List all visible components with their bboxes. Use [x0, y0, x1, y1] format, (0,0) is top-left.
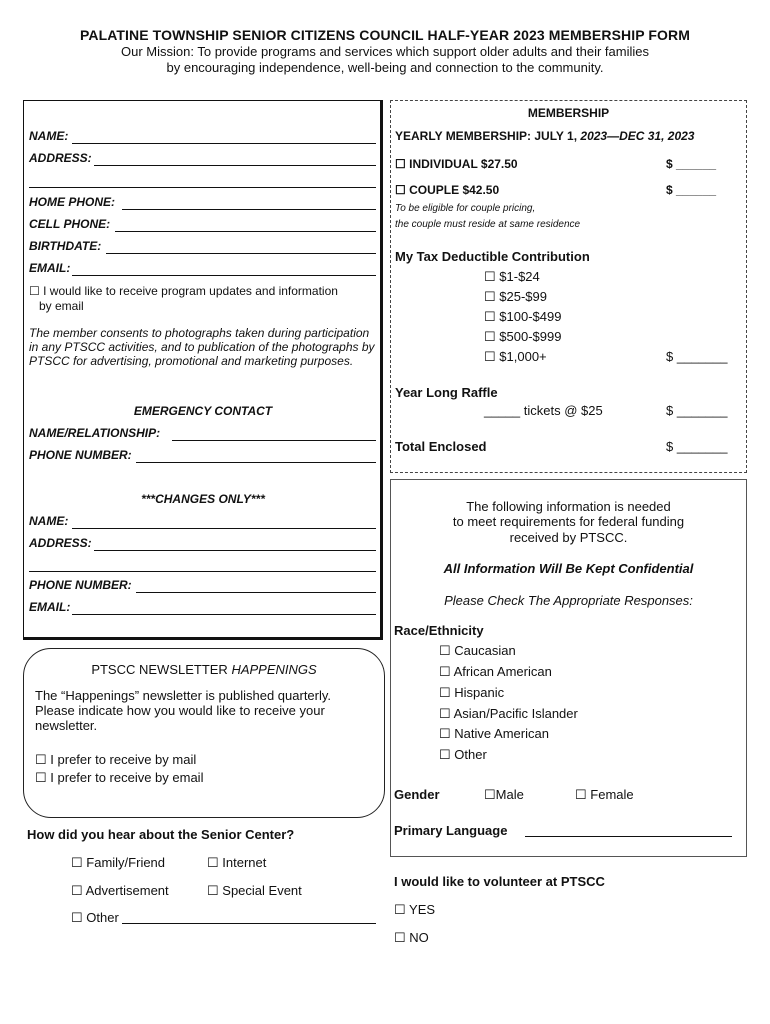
- volunteer-yes-label: YES: [409, 902, 436, 917]
- hear-special-event-label: Special Event: [222, 883, 302, 898]
- emergency-phone-label: PHONE NUMBER:: [29, 448, 132, 462]
- checkbox-icon[interactable]: ☐: [71, 910, 83, 925]
- address-field-line-2[interactable]: [29, 187, 376, 188]
- checkbox-icon[interactable]: ☐: [71, 883, 83, 898]
- contribution-label: $500-$999: [499, 329, 562, 344]
- individual-amount[interactable]: $ ______: [666, 157, 717, 171]
- hear-advertisement-label: Advertisement: [85, 883, 169, 898]
- checkbox-icon[interactable]: ☐: [207, 883, 219, 898]
- contribution-amount[interactable]: $ _______: [666, 349, 728, 364]
- couple-note-1: To be eligible for couple pricing,: [395, 203, 536, 214]
- race-option-1[interactable]: [439, 643, 516, 659]
- contribution-label: $1-$24: [499, 269, 540, 284]
- newsletter-heading: [23, 662, 385, 677]
- checkbox-icon[interactable]: ☐: [439, 726, 451, 741]
- newsletter-heading-plain: PTSCC NEWSLETTER: [91, 662, 232, 677]
- race-option-4[interactable]: [439, 706, 578, 722]
- total-enclosed-amount[interactable]: $ _______: [666, 439, 728, 454]
- contribution-option-5[interactable]: [484, 349, 547, 365]
- home-phone-field[interactable]: [122, 209, 376, 210]
- checkbox-icon[interactable]: ☐: [35, 770, 47, 785]
- checkbox-icon[interactable]: ☐: [484, 329, 496, 344]
- yearly-membership: [395, 129, 694, 143]
- individual-option[interactable]: [395, 157, 518, 171]
- contribution-option-4[interactable]: [484, 329, 561, 345]
- hear-family-option[interactable]: [71, 855, 165, 871]
- volunteer-no-label: NO: [409, 930, 429, 945]
- changes-phone-label: PHONE NUMBER:: [29, 578, 132, 592]
- race-option-2[interactable]: [439, 664, 552, 680]
- race-label: Native American: [454, 726, 549, 741]
- checkbox-icon[interactable]: ☐: [207, 855, 219, 870]
- volunteer-yes-option[interactable]: [394, 902, 435, 918]
- hear-question: How did you hear about the Senior Center?: [27, 827, 295, 842]
- changes-heading: ***CHANGES ONLY***: [141, 492, 265, 506]
- hear-internet-option[interactable]: [207, 855, 266, 871]
- changes-address-label: ADDRESS:: [29, 536, 92, 550]
- contribution-option-1[interactable]: [484, 269, 540, 285]
- cell-phone-label: CELL PHONE:: [29, 217, 111, 231]
- changes-name-label: NAME:: [29, 514, 69, 528]
- birthdate-field[interactable]: [106, 253, 376, 254]
- contribution-label: $1,000+: [499, 349, 547, 364]
- newsletter-mail-label: I prefer to receive by mail: [50, 752, 197, 767]
- checkbox-icon[interactable]: ☐: [71, 855, 83, 870]
- federal-line-3: received by PTSCC.: [509, 530, 628, 545]
- hear-internet-label: Internet: [222, 855, 267, 870]
- gender-male-option[interactable]: [484, 787, 524, 803]
- yearly-prefix: YEARLY MEMBERSHIP: JULY 1,: [395, 129, 581, 143]
- female-label: Female: [590, 787, 634, 802]
- couple-note-2: the couple must reside at same residence: [395, 219, 581, 230]
- raffle-heading: Year Long Raffle: [395, 385, 498, 400]
- male-label: Male: [495, 787, 524, 802]
- name-relationship-field[interactable]: [172, 440, 376, 441]
- checkbox-icon[interactable]: ☐: [439, 643, 451, 658]
- checkbox-icon[interactable]: ☐: [439, 747, 451, 762]
- primary-language-label: Primary Language: [394, 823, 508, 838]
- contribution-label: $100-$499: [499, 309, 562, 324]
- membership-heading: MEMBERSHIP: [527, 106, 610, 120]
- email-updates-text: I would like to receive program updates and information: [43, 284, 338, 298]
- changes-address-field-line-2[interactable]: [29, 571, 376, 572]
- name-label: NAME:: [29, 129, 69, 143]
- hear-advertisement-option[interactable]: [71, 883, 169, 899]
- volunteer-question: I would like to volunteer at PTSCC: [394, 874, 605, 889]
- email-updates-text-2: by email: [39, 299, 84, 313]
- photo-consent: The member consents to photographs taken during participation in any PTSCC activities, and to publication of the photographs by PTSCC for advertising, promotional and marketing purposes.: [29, 326, 375, 368]
- checkbox-icon[interactable]: ☐: [484, 289, 496, 304]
- hear-other-label: Other: [86, 910, 119, 925]
- contribution-heading: My Tax Deductible Contribution: [395, 249, 590, 264]
- checkbox-icon[interactable]: ☐: [484, 309, 496, 324]
- checkbox-icon[interactable]: ☐: [484, 349, 496, 364]
- emergency-phone-field[interactable]: [136, 462, 376, 463]
- couple-amount[interactable]: $ ______: [666, 183, 717, 197]
- checkbox-icon[interactable]: ☐: [484, 787, 496, 802]
- mission-line-1: Our Mission: To provide programs and services which support older adults and their families: [121, 44, 649, 59]
- changes-email-label: EMAIL:: [29, 600, 71, 614]
- race-label: African American: [453, 664, 552, 679]
- race-heading: Race/Ethnicity: [394, 623, 484, 638]
- changes-address-field[interactable]: [94, 550, 376, 551]
- changes-email-field[interactable]: [72, 614, 376, 615]
- changes-name-field[interactable]: [72, 528, 376, 529]
- email-label: EMAIL:: [29, 261, 71, 275]
- confidential-note: All Information Will Be Kept Confidential: [443, 561, 694, 576]
- race-label: Other: [454, 747, 487, 762]
- couple-option[interactable]: [395, 183, 499, 197]
- checkbox-icon[interactable]: ☐: [439, 664, 451, 679]
- contribution-option-2[interactable]: [484, 289, 547, 305]
- volunteer-no-option[interactable]: [394, 930, 429, 946]
- couple-label: COUPLE $42.50: [409, 183, 500, 197]
- federal-line-2: to meet requirements for federal funding: [452, 514, 685, 529]
- federal-line-1: The following information is needed: [466, 499, 671, 514]
- email-field[interactable]: [72, 275, 376, 276]
- hear-special-event-option[interactable]: [207, 883, 302, 899]
- checkbox-icon[interactable]: ☐: [394, 930, 406, 945]
- checkbox-icon[interactable]: ☐: [575, 787, 587, 802]
- race-option-6[interactable]: [439, 747, 487, 763]
- checkbox-icon[interactable]: ☐: [439, 706, 451, 721]
- race-label: Asian/Pacific Islander: [453, 706, 578, 721]
- address-label: ADDRESS:: [29, 151, 92, 165]
- contribution-label: $25-$99: [499, 289, 547, 304]
- checkbox-icon[interactable]: ☐: [439, 685, 451, 700]
- please-check-note: Please Check The Appropriate Responses:: [444, 593, 693, 608]
- checkbox-icon[interactable]: ☐: [395, 157, 406, 171]
- home-phone-label: HOME PHONE:: [29, 195, 116, 209]
- name-relationship-label: NAME/RELATIONSHIP:: [29, 426, 161, 440]
- newsletter-email-option[interactable]: [35, 770, 203, 786]
- member-info-box: [23, 100, 383, 640]
- race-label: Caucasian: [454, 643, 516, 658]
- contribution-option-3[interactable]: [484, 309, 561, 325]
- race-option-3[interactable]: [439, 685, 504, 701]
- checkbox-icon[interactable]: ☐: [29, 284, 40, 298]
- address-field[interactable]: [94, 165, 376, 166]
- email-updates-option[interactable]: [29, 284, 338, 298]
- name-field[interactable]: [72, 143, 376, 144]
- changes-phone-field[interactable]: [136, 592, 376, 593]
- checkbox-icon[interactable]: ☐: [35, 752, 47, 767]
- hear-family-label: Family/Friend: [86, 855, 166, 870]
- yearly-dates: 2023—DEC 31, 2023: [580, 129, 695, 143]
- raffle-amount[interactable]: $ _______: [666, 403, 728, 418]
- newsletter-body: The “Happenings” newsletter is published quarterly. Please indicate how you would like to receive your newsletter.: [35, 688, 332, 733]
- checkbox-icon[interactable]: ☐: [394, 902, 406, 917]
- form-title: PALATINE TOWNSHIP SENIOR CITIZENS COUNCIL HALF-YEAR 2023 MEMBERSHIP FORM: [79, 27, 691, 43]
- raffle-tickets[interactable]: _____ tickets @ $25: [484, 403, 603, 418]
- primary-language-field[interactable]: [525, 836, 732, 837]
- hear-other-field[interactable]: [122, 923, 376, 924]
- checkbox-icon[interactable]: ☐: [484, 269, 496, 284]
- newsletter-heading-italic: HAPPENINGS: [231, 662, 317, 677]
- emergency-contact-heading: EMERGENCY CONTACT: [133, 404, 273, 418]
- race-label: Hispanic: [454, 685, 505, 700]
- cell-phone-field[interactable]: [115, 231, 376, 232]
- individual-label: INDIVIDUAL $27.50: [409, 157, 518, 171]
- gender-label: Gender: [394, 787, 440, 802]
- hear-other-option[interactable]: [71, 910, 119, 926]
- checkbox-icon[interactable]: ☐: [395, 183, 406, 197]
- newsletter-email-label: I prefer to receive by email: [50, 770, 204, 785]
- total-enclosed-label: Total Enclosed: [395, 439, 487, 454]
- gender-female-option[interactable]: [575, 787, 634, 803]
- mission-line-2: by encouraging independence, well-being and connection to the community.: [166, 60, 604, 75]
- birthdate-label: BIRTHDATE:: [29, 239, 102, 253]
- newsletter-mail-option[interactable]: [35, 752, 196, 768]
- race-option-5[interactable]: [439, 726, 549, 742]
